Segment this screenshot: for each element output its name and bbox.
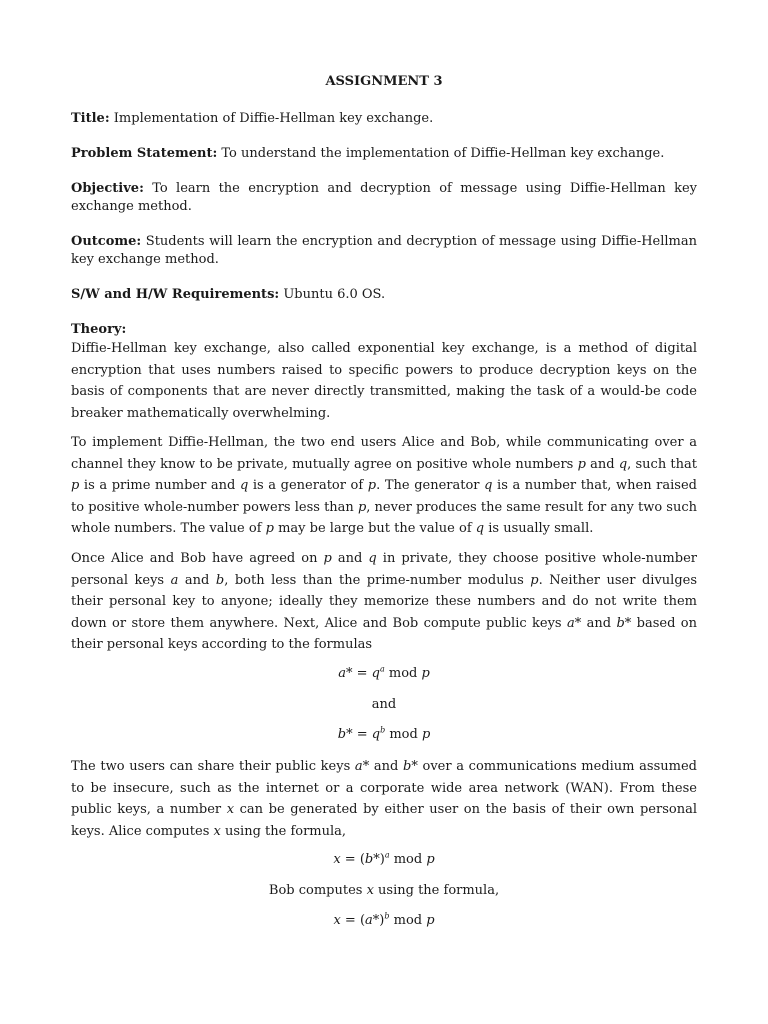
theory-paragraph-2: To implement Diffie-Hellman, the two end users Alice and Bob, while communicating over a channel they know to be private, mutually agree on positive whole numbers p and q, such that p is a prime number and q is a generator of p. The generator q is a number that, when raised to positive whole-number powers less than p, never produces the same result for any two such whole numbers. The value of p may be large but the value of q is usually small. (71, 435, 697, 536)
math-variable: p (323, 551, 332, 566)
theory-label: Theory: (71, 322, 127, 337)
formula-bob-x: $x = (a*)^b$ mod p (333, 911, 435, 928)
title-field (71, 110, 697, 128)
requirements-text: Ubuntu 6.0 OS. (283, 287, 386, 302)
math-variable: p (421, 727, 431, 742)
math-variable: b (380, 725, 386, 735)
math-variable: b (215, 572, 225, 588)
math-variable: p (71, 478, 80, 493)
outcome-label: Outcome: (71, 234, 142, 249)
math-variable: p (577, 456, 586, 472)
objective-field (71, 180, 697, 216)
math-variable: x (226, 802, 235, 817)
math-variable: a (365, 913, 373, 928)
theory-paragraph-3: Once Alice and Bob have agreed on p and q in private, they choose positive whole-number personal keys a and b, both less than the prime-number modulus p. Neither user divulges their personal key to anyone; ideally they memorize these numbers and do not write them down or store them anywhere. Next, Alice and Bob compute public keys a* and b* based on their personal keys according to the formulas (71, 551, 698, 652)
math-variable: p (265, 521, 274, 536)
theory-paragraph-4: The two users can share their public keys a* and b* over a communications medium assumed to be insecure, such as the internet or a corporate wide area network (WAN). From these public keys, a number x can be generated by either user on the basis of their own personal keys. Alice computes x using the formula, (71, 759, 697, 839)
objective-label: Objective: (71, 181, 144, 196)
math-variable: b (364, 852, 374, 867)
title-text: Implementation of Diffie-Hellman key exchange. (113, 111, 434, 126)
formula-b-star: $b* = q^b$ mod p (337, 725, 431, 742)
math-variable: p (530, 572, 539, 588)
math-variable: a (384, 850, 390, 860)
math-variable: x (333, 852, 341, 867)
math-variable: a (566, 615, 575, 631)
formula-a-star: $a* = q^a$ mod p (338, 664, 430, 681)
math-variable: q (618, 456, 628, 472)
math-variable: b (384, 911, 390, 921)
objective-text: To learn the encryption and decryption of message using Diffie-Hellman key exchange method. (71, 181, 697, 214)
math-variable: b (403, 759, 412, 774)
problem-statement-text: To understand the implementation of Diffie-Hellman key exchange. (221, 146, 665, 161)
math-variable: a (379, 664, 385, 674)
math-variable: q (368, 551, 377, 566)
assignment-heading: ASSIGNMENT 3 (325, 74, 443, 89)
math-variable: x (333, 913, 341, 928)
math-variable: p (426, 913, 435, 928)
math-variable: q (371, 666, 380, 681)
math-variable: q (239, 478, 249, 493)
math-variable: a (170, 572, 179, 588)
math-variable: x (213, 823, 221, 839)
requirements-field (71, 286, 697, 304)
exponent (380, 726, 385, 735)
math-variable: q (475, 521, 485, 536)
math-variable: a (354, 759, 363, 774)
outcome-text: Students will learn the encryption and decryption of message using Diffie-Hellman key exchange method. (71, 234, 698, 267)
math-variable: p (421, 666, 430, 681)
formula-alice-x: $x = (b*)^a$ mod p (333, 850, 435, 867)
math-variable: q (371, 727, 381, 742)
requirements-label: S/W and H/W Requirements: (71, 287, 280, 302)
exponent (385, 851, 390, 860)
theory-heading (71, 321, 697, 339)
formula-and: and (371, 697, 397, 712)
math-variable: x (366, 883, 374, 898)
math-variable: p (426, 852, 435, 867)
theory-paragraph-1: Diffie-Hellman key exchange, also called exponential key exchange, is a method of digital encryption that uses numbers raised to specific powers to produce decryption keys on the basis of components that are never directly transmitted, making the task of a would-be code breaker mathematically overwhelming. (71, 341, 697, 421)
bob-computes-line: Bob computes x using the formula, (268, 883, 500, 898)
math-variable: p (357, 499, 367, 515)
math-variable: b (337, 727, 347, 742)
math-variable: a (338, 666, 346, 681)
title-label: Title: (71, 111, 110, 126)
math-variable: b (616, 615, 625, 631)
exponent (384, 912, 389, 921)
math-variable: q (484, 478, 493, 493)
problem-statement-field (71, 145, 697, 163)
math-variable: p (367, 478, 377, 493)
outcome-field (71, 233, 697, 269)
exponent (380, 665, 385, 674)
problem-statement-label: Problem Statement: (71, 146, 218, 161)
